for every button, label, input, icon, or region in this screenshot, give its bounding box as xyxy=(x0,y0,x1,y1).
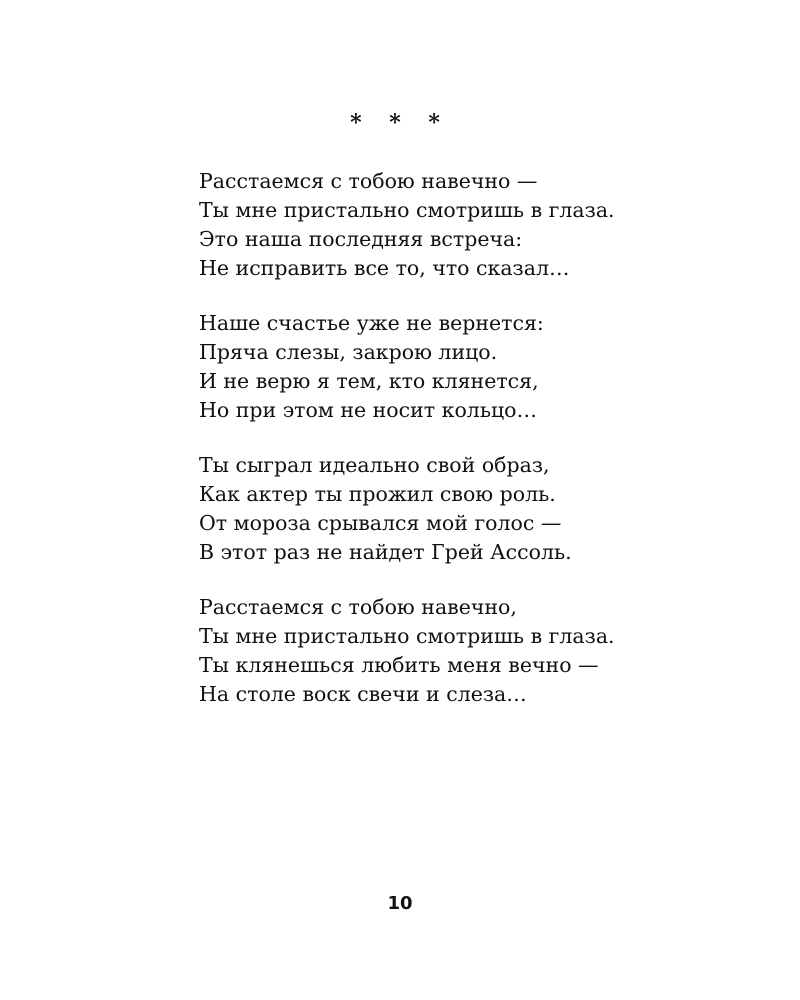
stanza-2 xyxy=(199,309,759,425)
poem-line: Как актер ты прожил свою роль. xyxy=(199,482,556,506)
page-number: 10 xyxy=(387,893,413,914)
poem-line: От мороза срывался мой голос — xyxy=(199,511,562,535)
poem-line: Ты мне пристально смотришь в глаза. xyxy=(199,198,615,222)
poem-line: Ты клянешься любить меня вечно — xyxy=(199,653,599,677)
poem-line: Пряча слезы, закрою лицо. xyxy=(199,340,498,364)
poem-line: Расстаемся с тобою навечно, xyxy=(199,595,517,619)
poem-line: Ты сыграл идеально свой образ, xyxy=(199,453,550,477)
poem-line: На столе воск свечи и слеза… xyxy=(199,682,527,706)
poem-line: В этот раз не найдет Грей Ассоль. xyxy=(199,540,572,564)
poem-line: Но при этом не носит кольцо… xyxy=(199,398,538,422)
stanza-4 xyxy=(199,593,759,709)
stanza-3 xyxy=(199,451,759,567)
stanza-1 xyxy=(199,167,759,283)
poem-line: И не верю я тем, кто клянется, xyxy=(199,369,539,393)
poem-line: Не исправить все то, что сказал… xyxy=(199,256,570,280)
poem xyxy=(199,167,759,735)
poem-line: Расстаемся с тобою навечно — xyxy=(199,169,538,193)
poem-line: Это наша последняя встреча: xyxy=(199,227,523,251)
poem-line: Наше счастье уже не вернется: xyxy=(199,311,544,335)
section-ornament: * * * xyxy=(350,110,450,136)
poem-line: Ты мне пристально смотришь в глаза. xyxy=(199,624,615,648)
